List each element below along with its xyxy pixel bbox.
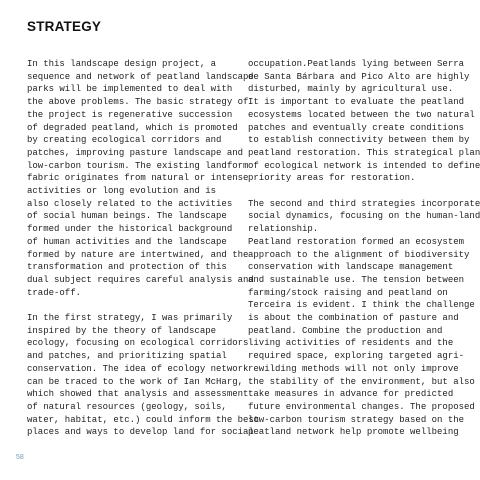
text-line: fabric originates from natural or intense — [27, 173, 249, 184]
text-line: peatland restoration. This strategical plan — [248, 147, 480, 158]
text-line: of human activities and the landscape — [27, 236, 227, 247]
text-line: It is important to evaluate the peatland — [248, 97, 465, 108]
text-line: ecosystems located between the two natural — [248, 109, 475, 120]
text-line: of degraded peatland, which is promoted — [27, 122, 238, 133]
text-line: the project is regenerative succession — [27, 109, 233, 120]
text-line: places and ways to develop land for social — [27, 427, 254, 438]
text-line: activities or long evolution and is — [27, 186, 217, 197]
text-line: is about the combination of pasture and — [248, 313, 459, 324]
text-line: the above problems. The basic strategy of — [27, 97, 249, 108]
text-line: living activities of residents and the — [248, 338, 454, 349]
text-line: In the first strategy, I was primarily — [27, 313, 233, 324]
text-line: peatland network help promote wellbeing — [248, 427, 459, 438]
paragraph — [248, 58, 480, 185]
text-line: occupation.Peatlands lying between Serra — [248, 59, 465, 69]
paragraph — [27, 58, 254, 299]
text-line: farming/stock raising and peatland on — [248, 287, 448, 298]
text-line: which showed that analysis and assessment — [27, 389, 249, 400]
text-line: formed under the historical background — [27, 224, 233, 235]
text-line: low-carbon tourism strategy based on the — [248, 414, 465, 425]
text-line: transformation and protection of this — [27, 262, 227, 273]
text-line: dual subject requires careful analysis and — [27, 274, 254, 285]
text-line: Peatland restoration formed an ecosystem — [248, 236, 465, 247]
text-line: patches, improving pasture landscape and — [27, 147, 244, 158]
text-line: low-carbon tourism. The existing landform — [27, 160, 249, 171]
paragraph — [248, 198, 480, 439]
text-line: by creating ecological corridors and — [27, 135, 222, 146]
text-line: rewilding methods will not only improve — [248, 363, 459, 374]
text-line: peatland. Combine the production and — [248, 325, 443, 336]
paragraph — [27, 312, 260, 439]
text-line: take measures in advance for predicted — [248, 389, 454, 400]
text-line: can be traced to the work of Ian McHarg, — [27, 376, 244, 387]
text-line: ecology, focusing on ecological corridors — [27, 338, 249, 349]
text-line: In this landscape design project, a — [27, 59, 217, 69]
text-line: to establish connectivity between them by — [248, 135, 470, 146]
text-line: social dynamics, focusing on the human-land — [248, 211, 480, 222]
text-line: de Santa Bárbara and Pico Alto are highly — [248, 71, 470, 82]
left-text-column — [27, 58, 260, 452]
text-line: The second and third strategies incorporate — [248, 198, 480, 209]
text-line: parks will be implemented to deal with — [27, 84, 233, 95]
text-line: also closely related to the activities — [27, 198, 233, 209]
text-line: conservation with landscape management — [248, 262, 454, 273]
text-line: formed by nature are intertwined, and the — [27, 249, 249, 260]
text-line: of natural resources (geology, soils, — [27, 401, 227, 412]
text-line: inspired by the theory of landscape — [27, 325, 217, 336]
text-line: water, habitat, etc.) could inform the best — [27, 414, 260, 425]
text-line: the stability of the environment, but also — [248, 376, 475, 387]
text-line: of ecological network is intended to define — [248, 160, 480, 171]
text-line: trade-off. — [27, 287, 82, 298]
text-line: future environmental changes. The proposed — [248, 401, 475, 412]
text-line: and patches, and prioritizing spatial — [27, 351, 227, 362]
text-line: of social human beings. The landscape — [27, 211, 227, 222]
text-line: sequence and network of peatland landscape — [27, 71, 254, 82]
right-text-column — [248, 58, 480, 452]
text-line: disturbed, mainly by agricultural use. — [248, 84, 454, 95]
section-heading: STRATEGY — [27, 19, 102, 34]
text-line: Terceira is evident. I think the challenge — [248, 300, 475, 311]
text-line: patches and eventually create conditions — [248, 122, 465, 133]
text-line: and sustainable use. The tension between — [248, 274, 465, 285]
text-line: conservation. The idea of ecology network — [27, 363, 249, 374]
text-line: priority areas for restoration. — [248, 173, 416, 184]
text-line: relationship. — [248, 224, 319, 235]
text-line: required space, exploring targeted agri- — [248, 351, 465, 362]
page-number: 58 — [16, 454, 24, 461]
text-line: approach to the alignment of biodiversity — [248, 249, 470, 260]
